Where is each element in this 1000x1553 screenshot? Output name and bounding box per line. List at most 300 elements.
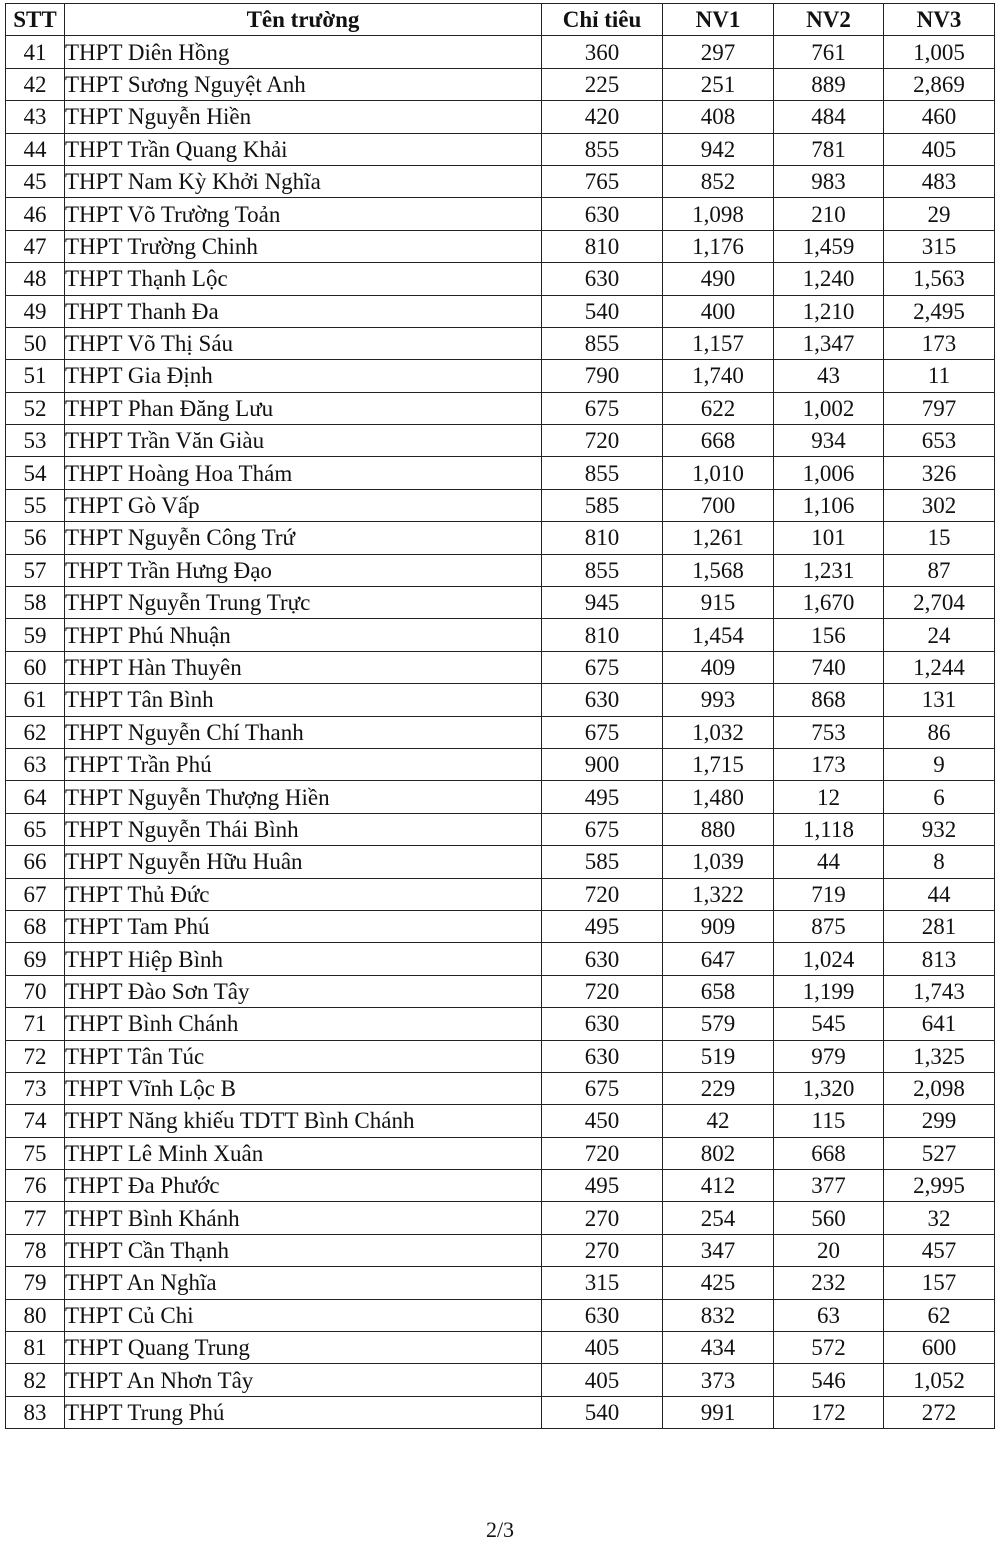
cell-chi-tieu: 810 bbox=[542, 522, 663, 554]
cell-nv3: 2,495 bbox=[884, 295, 995, 327]
cell-nv2: 889 bbox=[774, 68, 884, 100]
cell-nv1: 254 bbox=[663, 1202, 774, 1234]
cell-nv2: 1,024 bbox=[774, 943, 884, 975]
cell-nv3: 62 bbox=[884, 1299, 995, 1331]
cell-nv3: 483 bbox=[884, 165, 995, 197]
table-row bbox=[6, 36, 995, 68]
cell-nv1: 1,010 bbox=[663, 457, 774, 489]
cell-nv3: 281 bbox=[884, 910, 995, 942]
cell-nv2: 232 bbox=[774, 1267, 884, 1299]
cell-nv1: 1,715 bbox=[663, 748, 774, 780]
cell-nv1: 991 bbox=[663, 1396, 774, 1428]
cell-school-name: THPT Gò Vấp bbox=[65, 489, 542, 521]
cell-nv3: 797 bbox=[884, 392, 995, 424]
cell-nv3: 11 bbox=[884, 360, 995, 392]
cell-chi-tieu: 790 bbox=[542, 360, 663, 392]
cell-nv1: 668 bbox=[663, 425, 774, 457]
cell-chi-tieu: 630 bbox=[542, 1040, 663, 1072]
cell-school-name: THPT Trần Quang Khải bbox=[65, 133, 542, 165]
cell-school-name: THPT Nguyễn Chí Thanh bbox=[65, 716, 542, 748]
cell-chi-tieu: 810 bbox=[542, 619, 663, 651]
cell-nv1: 1,568 bbox=[663, 554, 774, 586]
table-row bbox=[6, 1234, 995, 1266]
cell-nv1: 229 bbox=[663, 1072, 774, 1104]
cell-nv2: 1,199 bbox=[774, 975, 884, 1007]
cell-school-name: THPT Cần Thạnh bbox=[65, 1234, 542, 1266]
cell-school-name: THPT Tân Bình bbox=[65, 684, 542, 716]
cell-nv3: 86 bbox=[884, 716, 995, 748]
cell-school-name: THPT Trung Phú bbox=[65, 1396, 542, 1428]
cell-chi-tieu: 405 bbox=[542, 1332, 663, 1364]
cell-nv2: 1,231 bbox=[774, 554, 884, 586]
cell-nv3: 15 bbox=[884, 522, 995, 554]
table-row bbox=[6, 392, 995, 424]
cell-chi-tieu: 675 bbox=[542, 1072, 663, 1104]
table-row bbox=[6, 716, 995, 748]
cell-nv3: 173 bbox=[884, 327, 995, 359]
cell-nv2: 1,118 bbox=[774, 813, 884, 845]
table-row bbox=[6, 489, 995, 521]
cell-school-name: THPT Đào Sơn Tây bbox=[65, 975, 542, 1007]
cell-school-name: THPT Trần Văn Giàu bbox=[65, 425, 542, 457]
cell-nv2: 668 bbox=[774, 1137, 884, 1169]
cell-school-name: THPT An Nghĩa bbox=[65, 1267, 542, 1299]
table-body bbox=[6, 36, 995, 1429]
table-row bbox=[6, 1170, 995, 1202]
cell-nv1: 1,454 bbox=[663, 619, 774, 651]
cell-nv3: 131 bbox=[884, 684, 995, 716]
cell-nv3: 1,244 bbox=[884, 651, 995, 683]
cell-chi-tieu: 675 bbox=[542, 813, 663, 845]
cell-school-name: THPT Sương Nguyệt Anh bbox=[65, 68, 542, 100]
header-nv2: NV2 bbox=[774, 4, 884, 36]
cell-nv1: 1,157 bbox=[663, 327, 774, 359]
cell-stt: 51 bbox=[6, 360, 65, 392]
cell-nv2: 1,106 bbox=[774, 489, 884, 521]
cell-nv1: 297 bbox=[663, 36, 774, 68]
table-row bbox=[6, 587, 995, 619]
cell-chi-tieu: 720 bbox=[542, 975, 663, 1007]
cell-chi-tieu: 270 bbox=[542, 1234, 663, 1266]
cell-nv3: 32 bbox=[884, 1202, 995, 1234]
cell-nv1: 42 bbox=[663, 1105, 774, 1137]
cell-nv3: 87 bbox=[884, 554, 995, 586]
cell-nv2: 1,240 bbox=[774, 263, 884, 295]
table-row bbox=[6, 619, 995, 651]
cell-nv1: 852 bbox=[663, 165, 774, 197]
cell-school-name: THPT Thanh Đa bbox=[65, 295, 542, 327]
cell-nv2: 20 bbox=[774, 1234, 884, 1266]
cell-stt: 68 bbox=[6, 910, 65, 942]
cell-nv1: 1,098 bbox=[663, 198, 774, 230]
cell-chi-tieu: 720 bbox=[542, 878, 663, 910]
cell-nv3: 2,869 bbox=[884, 68, 995, 100]
table-row bbox=[6, 943, 995, 975]
table-row bbox=[6, 198, 995, 230]
cell-nv1: 519 bbox=[663, 1040, 774, 1072]
cell-nv3: 29 bbox=[884, 198, 995, 230]
cell-nv1: 647 bbox=[663, 943, 774, 975]
cell-school-name: THPT Bình Chánh bbox=[65, 1008, 542, 1040]
cell-stt: 46 bbox=[6, 198, 65, 230]
cell-chi-tieu: 630 bbox=[542, 943, 663, 975]
cell-nv2: 115 bbox=[774, 1105, 884, 1137]
cell-nv3: 405 bbox=[884, 133, 995, 165]
table-header-row bbox=[6, 4, 995, 36]
cell-chi-tieu: 720 bbox=[542, 425, 663, 457]
cell-nv3: 457 bbox=[884, 1234, 995, 1266]
cell-stt: 49 bbox=[6, 295, 65, 327]
cell-nv2: 173 bbox=[774, 748, 884, 780]
table-row bbox=[6, 101, 995, 133]
cell-chi-tieu: 540 bbox=[542, 295, 663, 327]
cell-nv3: 1,743 bbox=[884, 975, 995, 1007]
cell-nv2: 44 bbox=[774, 846, 884, 878]
cell-nv2: 1,320 bbox=[774, 1072, 884, 1104]
cell-school-name: THPT Võ Trường Toản bbox=[65, 198, 542, 230]
cell-chi-tieu: 630 bbox=[542, 684, 663, 716]
table-row bbox=[6, 1072, 995, 1104]
table-row bbox=[6, 522, 995, 554]
cell-stt: 80 bbox=[6, 1299, 65, 1331]
cell-stt: 75 bbox=[6, 1137, 65, 1169]
table-row bbox=[6, 813, 995, 845]
cell-school-name: THPT Lê Minh Xuân bbox=[65, 1137, 542, 1169]
table-row bbox=[6, 133, 995, 165]
cell-stt: 57 bbox=[6, 554, 65, 586]
cell-school-name: THPT Hiệp Bình bbox=[65, 943, 542, 975]
cell-stt: 78 bbox=[6, 1234, 65, 1266]
cell-nv2: 1,459 bbox=[774, 230, 884, 262]
cell-nv2: 560 bbox=[774, 1202, 884, 1234]
cell-nv1: 251 bbox=[663, 68, 774, 100]
cell-nv2: 934 bbox=[774, 425, 884, 457]
cell-nv1: 373 bbox=[663, 1364, 774, 1396]
cell-nv3: 299 bbox=[884, 1105, 995, 1137]
table-row bbox=[6, 295, 995, 327]
cell-stt: 82 bbox=[6, 1364, 65, 1396]
header-nv3: NV3 bbox=[884, 4, 995, 36]
page-number: 2/3 bbox=[485, 1517, 515, 1542]
cell-chi-tieu: 540 bbox=[542, 1396, 663, 1428]
cell-nv3: 157 bbox=[884, 1267, 995, 1299]
cell-stt: 61 bbox=[6, 684, 65, 716]
cell-nv1: 1,740 bbox=[663, 360, 774, 392]
cell-stt: 77 bbox=[6, 1202, 65, 1234]
cell-school-name: THPT Trần Phú bbox=[65, 748, 542, 780]
header-chi-tieu: Chỉ tiêu bbox=[542, 4, 663, 36]
cell-nv3: 600 bbox=[884, 1332, 995, 1364]
cell-school-name: THPT Bình Khánh bbox=[65, 1202, 542, 1234]
cell-nv3: 1,563 bbox=[884, 263, 995, 295]
cell-nv1: 1,322 bbox=[663, 878, 774, 910]
cell-stt: 60 bbox=[6, 651, 65, 683]
cell-nv1: 412 bbox=[663, 1170, 774, 1202]
cell-school-name: THPT Võ Thị Sáu bbox=[65, 327, 542, 359]
cell-chi-tieu: 225 bbox=[542, 68, 663, 100]
table-row bbox=[6, 1202, 995, 1234]
cell-school-name: THPT Hoàng Hoa Thám bbox=[65, 457, 542, 489]
cell-chi-tieu: 405 bbox=[542, 1364, 663, 1396]
cell-nv2: 572 bbox=[774, 1332, 884, 1364]
cell-chi-tieu: 900 bbox=[542, 748, 663, 780]
cell-school-name: THPT An Nhơn Tây bbox=[65, 1364, 542, 1396]
table-row bbox=[6, 1267, 995, 1299]
cell-nv1: 347 bbox=[663, 1234, 774, 1266]
cell-chi-tieu: 945 bbox=[542, 587, 663, 619]
school-quota-table bbox=[5, 3, 995, 1429]
table-row bbox=[6, 651, 995, 683]
cell-school-name: THPT Tam Phú bbox=[65, 910, 542, 942]
cell-nv2: 377 bbox=[774, 1170, 884, 1202]
cell-stt: 53 bbox=[6, 425, 65, 457]
cell-nv3: 302 bbox=[884, 489, 995, 521]
cell-nv2: 1,210 bbox=[774, 295, 884, 327]
cell-chi-tieu: 420 bbox=[542, 101, 663, 133]
table-row bbox=[6, 910, 995, 942]
cell-school-name: THPT Gia Định bbox=[65, 360, 542, 392]
cell-stt: 69 bbox=[6, 943, 65, 975]
cell-school-name: THPT Diên Hồng bbox=[65, 36, 542, 68]
cell-chi-tieu: 855 bbox=[542, 457, 663, 489]
cell-nv1: 1,039 bbox=[663, 846, 774, 878]
cell-stt: 44 bbox=[6, 133, 65, 165]
table-row bbox=[6, 878, 995, 910]
header-nv1: NV1 bbox=[663, 4, 774, 36]
cell-stt: 65 bbox=[6, 813, 65, 845]
table-row bbox=[6, 846, 995, 878]
cell-nv2: 719 bbox=[774, 878, 884, 910]
cell-stt: 43 bbox=[6, 101, 65, 133]
cell-stt: 50 bbox=[6, 327, 65, 359]
cell-school-name: THPT Phú Nhuận bbox=[65, 619, 542, 651]
table-row bbox=[6, 781, 995, 813]
cell-nv2: 979 bbox=[774, 1040, 884, 1072]
cell-school-name: THPT Nguyễn Công Trứ bbox=[65, 522, 542, 554]
cell-nv1: 579 bbox=[663, 1008, 774, 1040]
cell-nv1: 993 bbox=[663, 684, 774, 716]
cell-chi-tieu: 315 bbox=[542, 1267, 663, 1299]
cell-chi-tieu: 630 bbox=[542, 1008, 663, 1040]
cell-nv2: 1,002 bbox=[774, 392, 884, 424]
cell-stt: 72 bbox=[6, 1040, 65, 1072]
cell-nv2: 753 bbox=[774, 716, 884, 748]
cell-nv3: 6 bbox=[884, 781, 995, 813]
cell-nv1: 942 bbox=[663, 133, 774, 165]
cell-nv3: 1,005 bbox=[884, 36, 995, 68]
cell-school-name: THPT Hàn Thuyên bbox=[65, 651, 542, 683]
cell-nv2: 101 bbox=[774, 522, 884, 554]
cell-nv3: 1,052 bbox=[884, 1364, 995, 1396]
cell-nv2: 761 bbox=[774, 36, 884, 68]
cell-nv2: 1,347 bbox=[774, 327, 884, 359]
cell-nv3: 315 bbox=[884, 230, 995, 262]
cell-chi-tieu: 630 bbox=[542, 198, 663, 230]
cell-nv2: 172 bbox=[774, 1396, 884, 1428]
cell-school-name: THPT Thạnh Lộc bbox=[65, 263, 542, 295]
cell-nv1: 832 bbox=[663, 1299, 774, 1331]
cell-stt: 79 bbox=[6, 1267, 65, 1299]
cell-chi-tieu: 675 bbox=[542, 651, 663, 683]
cell-nv2: 43 bbox=[774, 360, 884, 392]
cell-chi-tieu: 360 bbox=[542, 36, 663, 68]
cell-school-name: THPT Thủ Đức bbox=[65, 878, 542, 910]
cell-nv2: 740 bbox=[774, 651, 884, 683]
cell-stt: 52 bbox=[6, 392, 65, 424]
cell-nv1: 915 bbox=[663, 587, 774, 619]
cell-nv3: 8 bbox=[884, 846, 995, 878]
cell-stt: 48 bbox=[6, 263, 65, 295]
table-row bbox=[6, 1008, 995, 1040]
cell-chi-tieu: 585 bbox=[542, 489, 663, 521]
cell-stt: 54 bbox=[6, 457, 65, 489]
cell-nv1: 700 bbox=[663, 489, 774, 521]
cell-nv2: 484 bbox=[774, 101, 884, 133]
cell-nv3: 813 bbox=[884, 943, 995, 975]
cell-nv2: 983 bbox=[774, 165, 884, 197]
table-row bbox=[6, 263, 995, 295]
table-row bbox=[6, 1105, 995, 1137]
table-row bbox=[6, 1040, 995, 1072]
cell-nv2: 781 bbox=[774, 133, 884, 165]
cell-nv3: 1,325 bbox=[884, 1040, 995, 1072]
cell-stt: 67 bbox=[6, 878, 65, 910]
cell-chi-tieu: 675 bbox=[542, 716, 663, 748]
cell-nv1: 1,480 bbox=[663, 781, 774, 813]
cell-nv2: 210 bbox=[774, 198, 884, 230]
cell-school-name: THPT Phan Đăng Lưu bbox=[65, 392, 542, 424]
table-row bbox=[6, 1332, 995, 1364]
cell-nv3: 2,704 bbox=[884, 587, 995, 619]
cell-nv2: 156 bbox=[774, 619, 884, 651]
table-row bbox=[6, 165, 995, 197]
cell-school-name: THPT Trần Hưng Đạo bbox=[65, 554, 542, 586]
cell-nv1: 1,032 bbox=[663, 716, 774, 748]
cell-chi-tieu: 675 bbox=[542, 392, 663, 424]
cell-stt: 81 bbox=[6, 1332, 65, 1364]
cell-nv3: 24 bbox=[884, 619, 995, 651]
cell-school-name: THPT Nguyễn Thái Bình bbox=[65, 813, 542, 845]
table-row bbox=[6, 1299, 995, 1331]
cell-nv3: 653 bbox=[884, 425, 995, 457]
cell-school-name: THPT Nguyễn Thượng Hiền bbox=[65, 781, 542, 813]
cell-nv3: 9 bbox=[884, 748, 995, 780]
cell-stt: 66 bbox=[6, 846, 65, 878]
cell-nv3: 272 bbox=[884, 1396, 995, 1428]
table-row bbox=[6, 327, 995, 359]
cell-chi-tieu: 270 bbox=[542, 1202, 663, 1234]
cell-stt: 74 bbox=[6, 1105, 65, 1137]
cell-stt: 45 bbox=[6, 165, 65, 197]
cell-nv2: 546 bbox=[774, 1364, 884, 1396]
cell-nv1: 409 bbox=[663, 651, 774, 683]
cell-nv3: 460 bbox=[884, 101, 995, 133]
cell-nv1: 434 bbox=[663, 1332, 774, 1364]
cell-school-name: THPT Nguyễn Hữu Huân bbox=[65, 846, 542, 878]
cell-chi-tieu: 495 bbox=[542, 781, 663, 813]
table-row bbox=[6, 457, 995, 489]
cell-school-name: THPT Nguyễn Trung Trực bbox=[65, 587, 542, 619]
cell-chi-tieu: 720 bbox=[542, 1137, 663, 1169]
cell-school-name: THPT Đa Phước bbox=[65, 1170, 542, 1202]
cell-nv2: 12 bbox=[774, 781, 884, 813]
table-row bbox=[6, 425, 995, 457]
cell-school-name: THPT Vĩnh Lộc B bbox=[65, 1072, 542, 1104]
cell-chi-tieu: 450 bbox=[542, 1105, 663, 1137]
cell-nv3: 44 bbox=[884, 878, 995, 910]
cell-nv1: 909 bbox=[663, 910, 774, 942]
cell-school-name: THPT Năng khiếu TDTT Bình Chánh bbox=[65, 1105, 542, 1137]
cell-chi-tieu: 810 bbox=[542, 230, 663, 262]
cell-nv3: 2,995 bbox=[884, 1170, 995, 1202]
table-row bbox=[6, 748, 995, 780]
table-row bbox=[6, 230, 995, 262]
cell-nv3: 641 bbox=[884, 1008, 995, 1040]
cell-chi-tieu: 765 bbox=[542, 165, 663, 197]
cell-nv2: 63 bbox=[774, 1299, 884, 1331]
cell-nv1: 425 bbox=[663, 1267, 774, 1299]
table-row bbox=[6, 975, 995, 1007]
cell-school-name: THPT Nam Kỳ Khởi Nghĩa bbox=[65, 165, 542, 197]
cell-nv2: 545 bbox=[774, 1008, 884, 1040]
cell-stt: 58 bbox=[6, 587, 65, 619]
cell-nv1: 1,176 bbox=[663, 230, 774, 262]
cell-nv1: 1,261 bbox=[663, 522, 774, 554]
cell-chi-tieu: 630 bbox=[542, 1299, 663, 1331]
cell-chi-tieu: 855 bbox=[542, 327, 663, 359]
cell-school-name: THPT Quang Trung bbox=[65, 1332, 542, 1364]
cell-nv2: 875 bbox=[774, 910, 884, 942]
cell-school-name: THPT Nguyễn Hiền bbox=[65, 101, 542, 133]
cell-nv3: 932 bbox=[884, 813, 995, 845]
cell-stt: 56 bbox=[6, 522, 65, 554]
cell-stt: 47 bbox=[6, 230, 65, 262]
table-row bbox=[6, 684, 995, 716]
cell-stt: 55 bbox=[6, 489, 65, 521]
cell-stt: 42 bbox=[6, 68, 65, 100]
cell-nv2: 1,006 bbox=[774, 457, 884, 489]
cell-nv1: 802 bbox=[663, 1137, 774, 1169]
table-row bbox=[6, 1396, 995, 1428]
cell-stt: 71 bbox=[6, 1008, 65, 1040]
cell-nv2: 1,670 bbox=[774, 587, 884, 619]
cell-chi-tieu: 855 bbox=[542, 133, 663, 165]
cell-chi-tieu: 495 bbox=[542, 910, 663, 942]
table-row bbox=[6, 360, 995, 392]
cell-nv1: 400 bbox=[663, 295, 774, 327]
cell-school-name: THPT Củ Chi bbox=[65, 1299, 542, 1331]
cell-chi-tieu: 855 bbox=[542, 554, 663, 586]
cell-stt: 63 bbox=[6, 748, 65, 780]
header-stt: STT bbox=[6, 4, 65, 36]
cell-stt: 62 bbox=[6, 716, 65, 748]
cell-nv1: 658 bbox=[663, 975, 774, 1007]
cell-stt: 83 bbox=[6, 1396, 65, 1428]
cell-stt: 70 bbox=[6, 975, 65, 1007]
cell-stt: 59 bbox=[6, 619, 65, 651]
cell-school-name: THPT Trường Chinh bbox=[65, 230, 542, 262]
cell-nv1: 490 bbox=[663, 263, 774, 295]
cell-stt: 64 bbox=[6, 781, 65, 813]
table-row bbox=[6, 1137, 995, 1169]
cell-nv3: 326 bbox=[884, 457, 995, 489]
cell-stt: 41 bbox=[6, 36, 65, 68]
cell-nv3: 527 bbox=[884, 1137, 995, 1169]
cell-nv3: 2,098 bbox=[884, 1072, 995, 1104]
cell-stt: 73 bbox=[6, 1072, 65, 1104]
cell-nv1: 880 bbox=[663, 813, 774, 845]
table-row bbox=[6, 1364, 995, 1396]
